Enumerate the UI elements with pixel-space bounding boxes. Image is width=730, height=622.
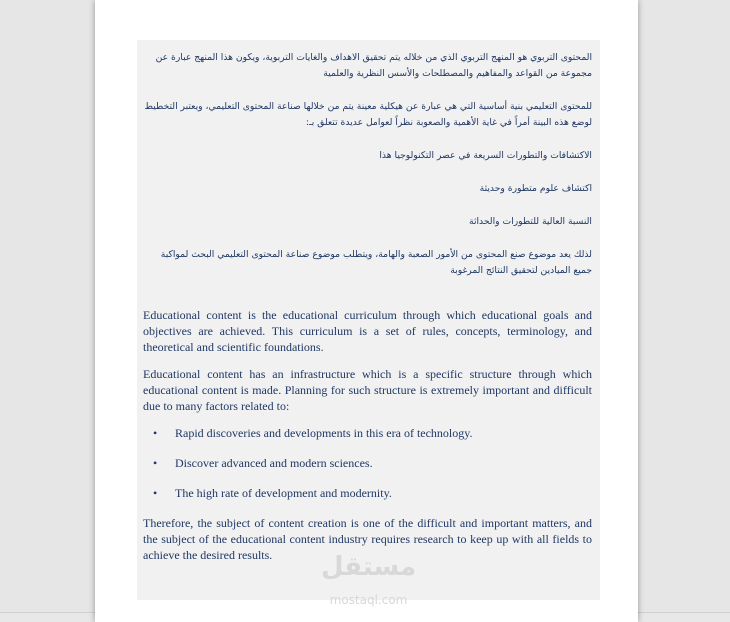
english-paragraph-1: Educational content is the educational curriculum through which educational goals and objectives are achieved. This curriculum is a set of rules, concepts, terminology, and theoretical and scientific foundations. <box>143 308 592 354</box>
content-box <box>137 40 600 607</box>
arabic-paragraph-1: المحتوى التربوي هو المنهج التربوي الذي من خلاله يتم تحقيق الاهداف والغايات التربوية، ويكون هذا المنهج عبارة عن مجموعة من القواعد والمفاهيم والمصطلحات والأسس النظرية والعلمية <box>155 52 592 79</box>
document-page <box>95 0 638 622</box>
english-section <box>137 307 600 563</box>
english-paragraph-2: Educational content has an infrastructure which is a specific structure through which educational content is made. Planning for such structure is extremely important and difficult due to many factors related to: <box>143 367 592 413</box>
arabic-item-1: الاكتشافات والتطورات السريعة في عصر التكنولوجيا هذا <box>379 150 592 161</box>
arabic-item-2: اكتشاف علوم متطورة وحديثة <box>479 183 592 194</box>
bullet-item: • Discover advanced and modern sciences. <box>143 455 592 471</box>
watermark-logo: مستقل <box>320 552 417 582</box>
arabic-paragraph-3: لذلك يعد موضوع صنع المحتوى من الأمور الصعبة والهامة، ويتطلب موضوع صناعة المحتوى التعليمي البحث لمواكبة جميع الميادين لتحقيق النتائج المرغوبة <box>160 249 592 276</box>
bullet-item: • The high rate of development and modernity. <box>143 485 592 501</box>
arabic-item-3: النسبة العالية للتطورات والحداثة <box>469 216 592 227</box>
bullet-item: • Rapid discoveries and developments in this era of technology. <box>143 425 592 441</box>
arabic-section <box>137 40 600 279</box>
english-bullet-list <box>143 425 592 501</box>
arabic-paragraph-2: للمحتوى التعليمي بنية أساسية التي هي عبارة عن هيكلية معينة يتم من خلالها صناعة المحتوى التعليمي، ويعتبر التخطيط لوضع هذه البينة أمراً في غاية الأهمية والصعوبة نظراً لعوامل عديدة تتعلق بـ: <box>144 101 592 128</box>
watermark-domain: mostaql.com <box>329 593 408 607</box>
english-paragraph-3: Therefore, the subject of content creation is one of the difficult and important matters, and the subject of the educational content industry requires research to keep up with all fields to achieve the desired results. <box>143 516 592 562</box>
